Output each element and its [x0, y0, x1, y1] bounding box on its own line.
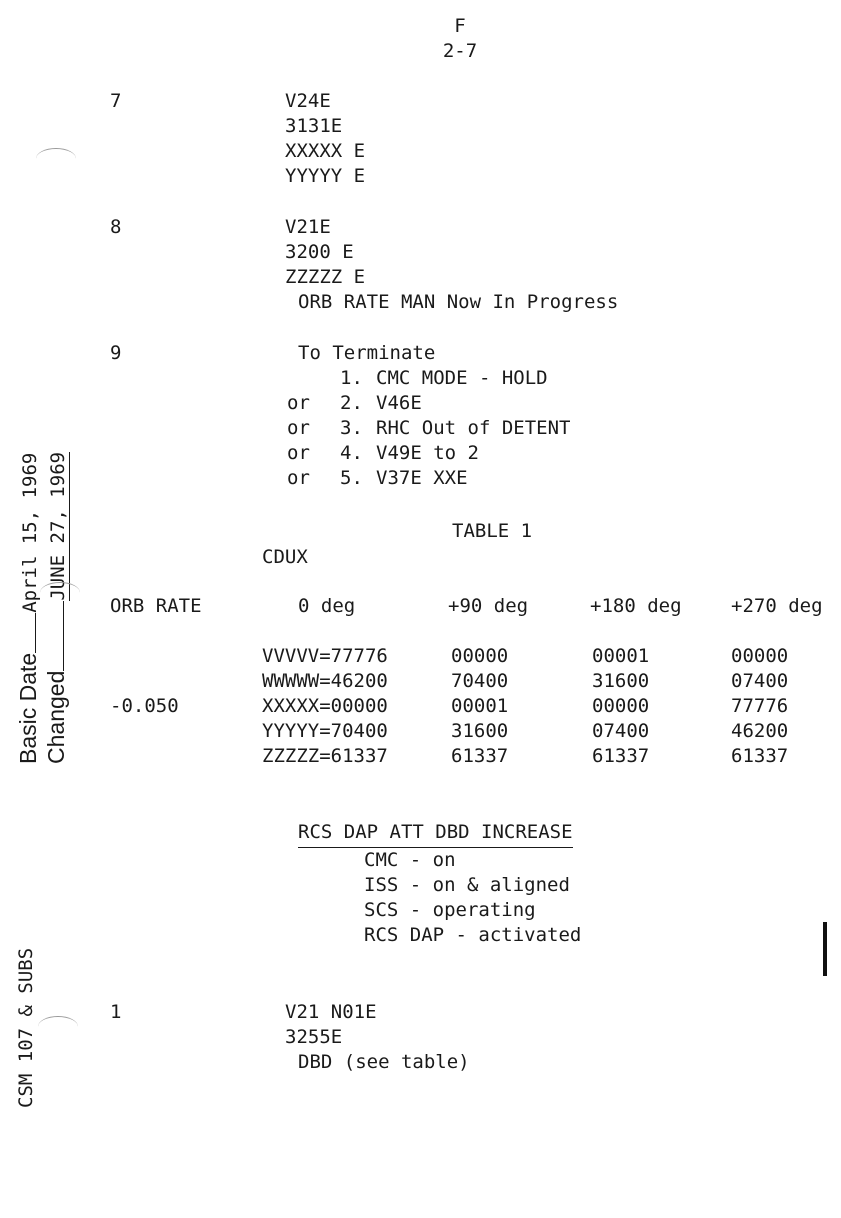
condition-line: ISS - on & aligned [364, 874, 570, 896]
punch-hole-mark [38, 1016, 78, 1037]
table-cell: WWWWW=46200 [262, 670, 388, 692]
step-line: V24E [285, 90, 331, 112]
table-cell: 07400 [731, 670, 789, 692]
changed-date-line [42, 452, 72, 764]
step-line: 3255E [285, 1026, 343, 1048]
step-number: 9 [110, 342, 122, 364]
option-prefix: or [287, 467, 310, 489]
section-heading: RCS DAP ATT DBD INCREASE [298, 820, 573, 848]
punch-hole-mark [40, 582, 80, 603]
table-subtitle: CDUX [262, 546, 308, 568]
punch-hole-mark [36, 148, 76, 169]
column-header: 0 deg [298, 595, 356, 617]
table-cell: 61337 [592, 745, 650, 767]
table-cell: 00000 [451, 645, 509, 667]
table-cell: 00000 [592, 695, 650, 717]
option-number: 3. [340, 417, 363, 439]
terminate-title: To Terminate [298, 342, 436, 364]
column-header: +270 deg [731, 595, 823, 617]
step-number: 7 [110, 90, 122, 112]
option-prefix: or [287, 417, 310, 439]
condition-line: CMC - on [364, 849, 456, 871]
option-text: CMC MODE - HOLD [376, 367, 548, 389]
option-text: V49E to 2 [376, 442, 479, 464]
step-line: V21 N01E [285, 1001, 377, 1023]
step-line: XXXXX E [285, 140, 366, 162]
changed-date-value: JUNE 27, 1969 [47, 451, 69, 601]
basic-date-label: Basic Date [15, 652, 41, 764]
changed-label: Changed [43, 670, 69, 764]
table-cell: 00000 [731, 645, 789, 667]
table-cell: YYYYY=70400 [262, 720, 388, 742]
condition-line: RCS DAP - activated [364, 924, 582, 946]
step-line: 3131E [285, 115, 343, 137]
step-line: DBD (see table) [298, 1051, 470, 1073]
option-prefix: or [287, 442, 310, 464]
step-line: 3200 E [285, 241, 354, 263]
table-cell: 31600 [451, 720, 509, 742]
change-bar [823, 922, 827, 976]
table-cell: 07400 [592, 720, 650, 742]
row-label-value: -0.050 [110, 695, 179, 717]
option-text: V37E XXE [376, 467, 468, 489]
table-title: TABLE 1 [452, 520, 533, 542]
basic-date-value: April 15, 1969 [19, 452, 41, 613]
row-label-header: ORB RATE [110, 595, 202, 617]
option-number: 5. [340, 467, 363, 489]
table-cell: 61337 [451, 745, 509, 767]
option-number: 1. [340, 367, 363, 389]
basic-date-line [14, 453, 43, 764]
table-cell: 70400 [451, 670, 509, 692]
table-cell: 00001 [451, 695, 509, 717]
table-cell: XXXXX=00000 [262, 695, 388, 717]
document-id: CSM 107 & SUBS [15, 947, 37, 1108]
table-cell: 77776 [731, 695, 789, 717]
table-cell: 31600 [592, 670, 650, 692]
step-number: 8 [110, 216, 122, 238]
step-line: YYYYY E [285, 165, 366, 187]
page-number: 2-7 [442, 40, 478, 62]
step-line: ORB RATE MAN Now In Progress [298, 291, 619, 313]
step-number: 1 [110, 1001, 122, 1023]
table-cell: ZZZZZ=61337 [262, 745, 388, 767]
step-line: V21E [285, 216, 331, 238]
section-letter: F [454, 15, 466, 37]
step-line: ZZZZZ E [285, 266, 366, 288]
option-text: V46E [376, 392, 422, 414]
option-number: 4. [340, 442, 363, 464]
condition-line: SCS - operating [364, 899, 536, 921]
option-prefix: or [287, 392, 310, 414]
column-header: +180 deg [590, 595, 682, 617]
column-header: +90 deg [448, 595, 529, 617]
table-cell: 61337 [731, 745, 789, 767]
table-cell: 46200 [731, 720, 789, 742]
option-text: RHC Out of DETENT [376, 417, 571, 439]
table-cell: VVVVV=77776 [262, 645, 388, 667]
table-cell: 00001 [592, 645, 650, 667]
option-number: 2. [340, 392, 363, 414]
